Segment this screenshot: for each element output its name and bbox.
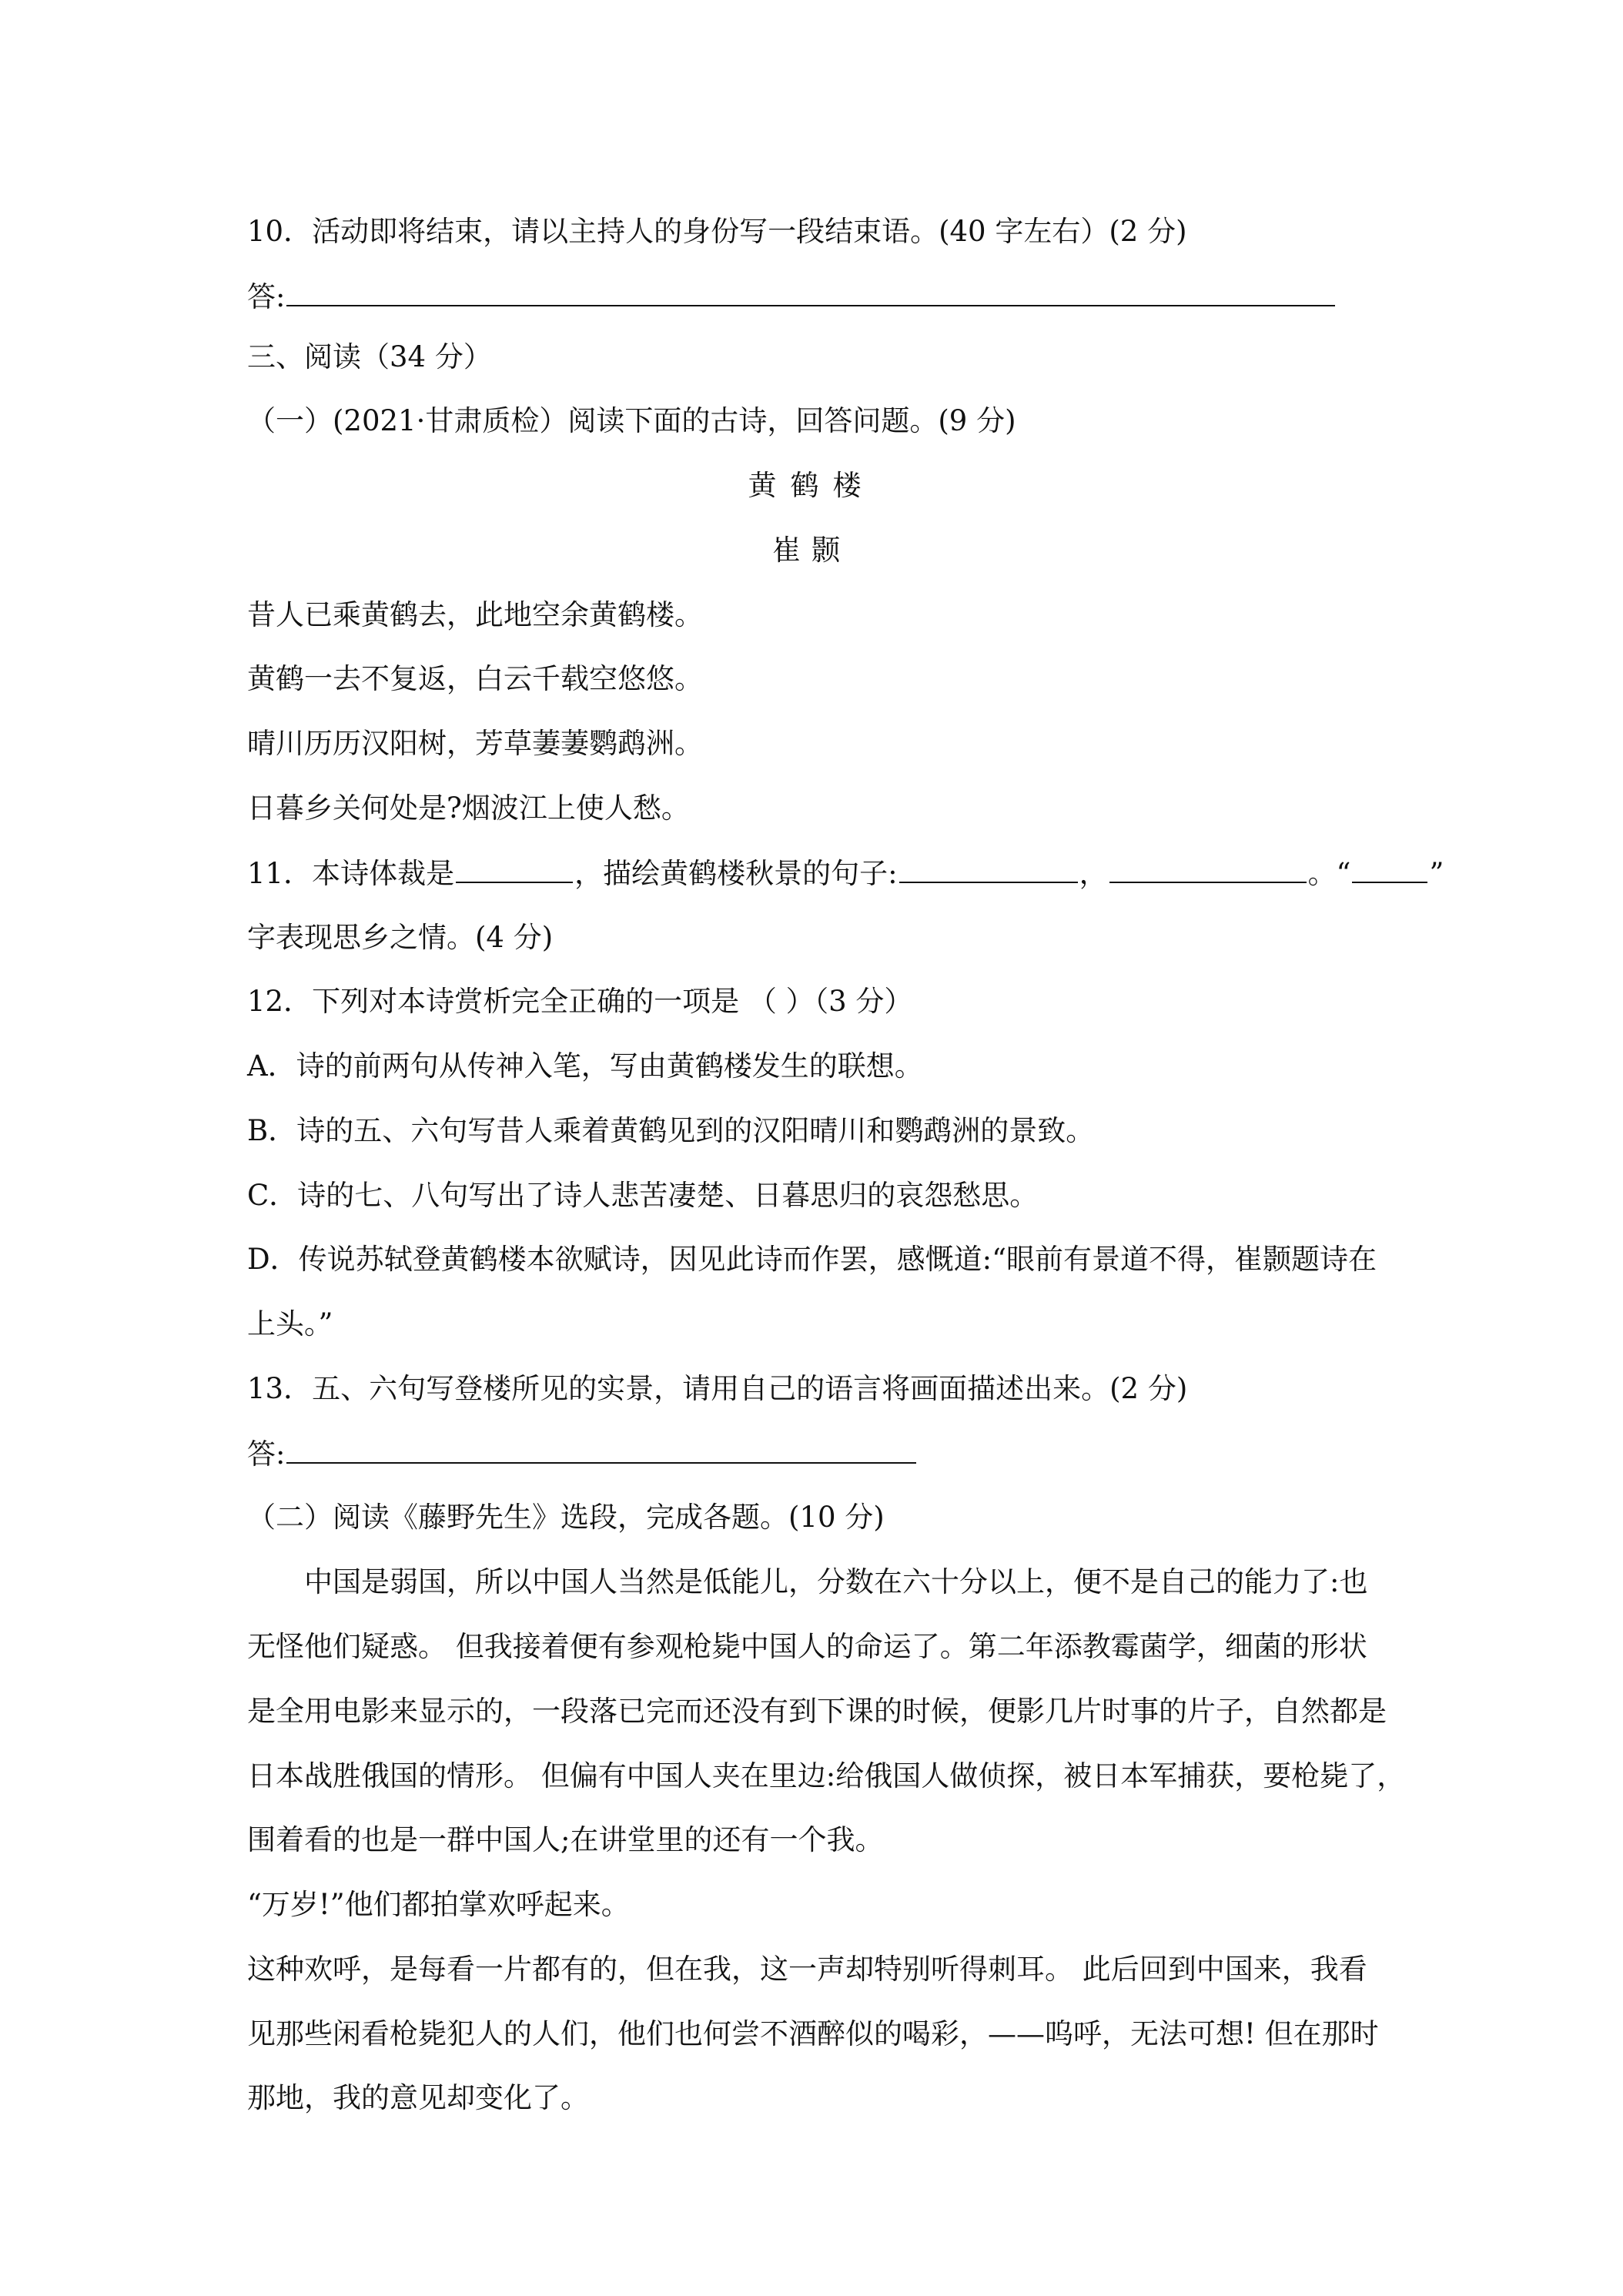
answer-label: 答: <box>247 280 286 313</box>
option-d[interactable]: D．传说苏轼登黄鹤楼本欲赋诗，因见此诗而作罢，感慨道:“眼前有景道不得，崔颢题诗在 <box>247 1243 1377 1276</box>
question-13: 13．五、六句写登楼所见的实景，请用自己的语言将画面描述出来。(2 分) <box>247 1372 1188 1405</box>
q11-text: ，描绘黄鹤楼秋景的句子: <box>574 857 898 890</box>
q11-continuation: 字表现思乡之情。(4 分) <box>247 921 554 954</box>
paragraph-line: 无怪他们疑惑。 但我接着便有参观枪毙中国人的命运了。第二年添教霉菌学，细菌的形状 <box>247 1630 1367 1663</box>
paragraph-line: 是全用电影来显示的，一段落已完而还没有到下课的时候，便影几片时事的片子，自然都是 <box>247 1695 1387 1728</box>
poem-line: 日暮乡关何处是?烟波江上使人愁。 <box>247 792 690 825</box>
answer-blank[interactable] <box>286 282 1335 306</box>
paragraph-line: 日本战胜俄国的情形。 但偏有中国人夹在里边:给俄国人做侦探，被日本军捕获，要枪毙了， <box>247 1759 1406 1792</box>
paragraph-line: 中国是弱国，所以中国人当然是低能儿，分数在六十分以上，便不是自己的能力了:也 <box>304 1565 1368 1598</box>
q11-text: 。“ <box>1307 857 1351 890</box>
option-c[interactable]: C．诗的七、八句写出了诗人悲苦凄楚、日暮思归的哀怨愁思。 <box>247 1179 1039 1212</box>
paragraph-line: “万岁!”他们都拍掌欢呼起来。 <box>247 1888 630 1921</box>
option-a[interactable]: A．诗的前两句从传神入笔，写由黄鹤楼发生的联想。 <box>247 1049 923 1083</box>
option-b[interactable]: B．诗的五、六句写昔人乘着黄鹤见到的汉阳晴川和鹦鹉洲的景致。 <box>247 1114 1095 1147</box>
q11-text: ， <box>1079 857 1108 890</box>
q10-answer-line <box>247 282 1337 311</box>
question-11 <box>247 858 1444 888</box>
answer-blank[interactable] <box>286 1439 916 1464</box>
poem-line: 黄鹤一去不复返，白云千载空悠悠。 <box>247 662 703 695</box>
poem-line: 晴川历历汉阳树，芳草萋萋鹦鹉洲。 <box>247 727 703 760</box>
emotion-blank[interactable] <box>1352 858 1427 883</box>
q13-answer-line <box>247 1438 918 1471</box>
poem-line: 昔人已乘黄鹤去，此地空余黄鹤楼。 <box>247 598 703 631</box>
poem-author: 崔颢 <box>772 534 851 567</box>
part-1-intro: （一）(2021·甘肃质检）阅读下面的古诗，回答问题。(9 分) <box>247 404 1016 437</box>
paragraph-line: 围着看的也是一群中国人;在讲堂里的还有一个我。 <box>247 1823 884 1856</box>
poem-title: 黄鹤楼 <box>748 469 875 502</box>
question-10: 10．活动即将结束，请以主持人的身份写一段结束语。(40 字左右）(2 分) <box>247 215 1187 248</box>
answer-label: 答: <box>247 1438 286 1471</box>
q11-text: ” <box>1429 857 1444 890</box>
paragraph-line: 那地，我的意见却变化了。 <box>247 2081 589 2114</box>
option-d-continuation: 上头。” <box>247 1307 333 1340</box>
paragraph-line: 这种欢呼，是每看一片都有的，但在我，这一声却特别听得刺耳。 此后回到中国来，我看 <box>247 1953 1367 1986</box>
genre-blank[interactable] <box>456 858 573 883</box>
scene-blank-1[interactable] <box>899 858 1078 883</box>
section-heading: 三、阅读（34 分） <box>247 340 492 373</box>
q11-text: 11．本诗体裁是 <box>247 857 455 890</box>
scene-blank-2[interactable] <box>1109 858 1307 883</box>
part-2-intro: （二）阅读《藤野先生》选段，完成各题。(10 分) <box>247 1501 885 1534</box>
paragraph-line: 见那些闲看枪毙犯人的人们，他们也何尝不酒醉似的喝彩，——呜呼，无法可想! 但在那时 <box>247 2017 1379 2050</box>
question-12: 12．下列对本诗赏析完全正确的一项是 （ ）（3 分） <box>247 985 913 1018</box>
